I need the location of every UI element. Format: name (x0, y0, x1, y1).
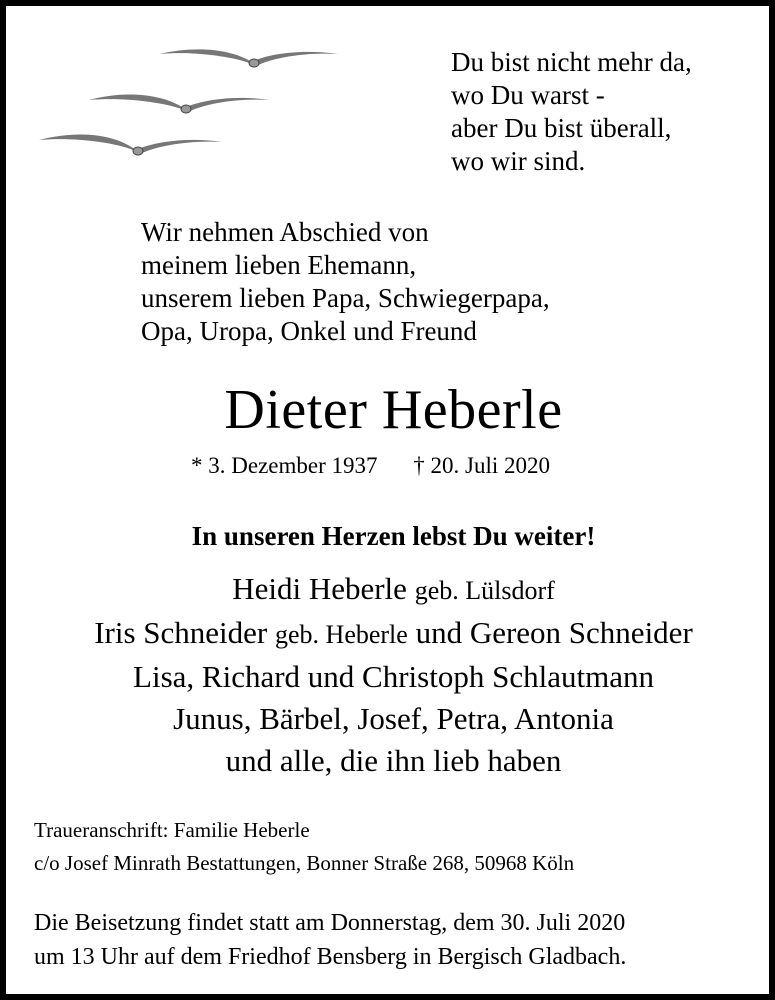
poem-line: aber Du bist überall, (451, 113, 672, 143)
flying-birds-icon (34, 42, 344, 172)
mourner-partner: und Gereon Schneider (415, 615, 693, 650)
poem (451, 46, 692, 178)
mourner-line: und alle, die ihn lieb haben (225, 743, 562, 778)
mourner-line (6, 568, 775, 612)
mourning-address (34, 814, 574, 880)
mourner-line (6, 612, 775, 656)
bird-icon (159, 49, 338, 67)
bird-icon (89, 94, 269, 113)
maiden-name: geb. Lülsdorf (414, 576, 555, 605)
mourner-line: Junus, Bärbel, Josef, Petra, Antonia (173, 701, 614, 736)
bird-icon (39, 135, 222, 155)
intro-line: Opa, Uropa, Onkel und Freund (141, 316, 477, 346)
motto: In unseren Herzen lebst Du weiter! (191, 521, 596, 551)
funeral-info (34, 906, 626, 974)
poem-line: Du bist nicht mehr da, (451, 47, 692, 77)
mourners-list (6, 568, 775, 782)
mourner-line: Lisa, Richard und Christoph Schlautmann (133, 659, 654, 694)
intro-line: Wir nehmen Abschied von (141, 217, 429, 247)
mourner-name: Heidi Heberle (232, 571, 407, 606)
funeral-line: Die Beisetzung findet statt am Donnerstag, dem 30. Juli 2020 (34, 910, 626, 936)
maiden-name: geb. Heberle (275, 620, 408, 649)
birth-date: * 3. Dezember 1937 (191, 453, 378, 478)
poem-line: wo Du warst - (451, 80, 605, 110)
address-line: Traueranschrift: Familie Heberle (34, 818, 310, 842)
death-date: † 20. Juli 2020 (413, 453, 550, 478)
intro-line: unserem lieben Papa, Schwiegerpapa, (141, 283, 550, 313)
deceased-name: Dieter Heberle (224, 379, 563, 441)
poem-line: wo wir sind. (451, 146, 586, 176)
life-dates (191, 452, 550, 480)
farewell-intro (141, 216, 550, 348)
funeral-line: um 13 Uhr auf dem Friedhof Bensberg in Bergisch Gladbach. (34, 944, 627, 970)
mourner-name: Iris Schneider (94, 615, 268, 650)
intro-line: meinem lieben Ehemann, (141, 250, 417, 280)
address-line: c/o Josef Minrath Bestattungen, Bonner Straße 268, 50968 Köln (34, 851, 575, 875)
